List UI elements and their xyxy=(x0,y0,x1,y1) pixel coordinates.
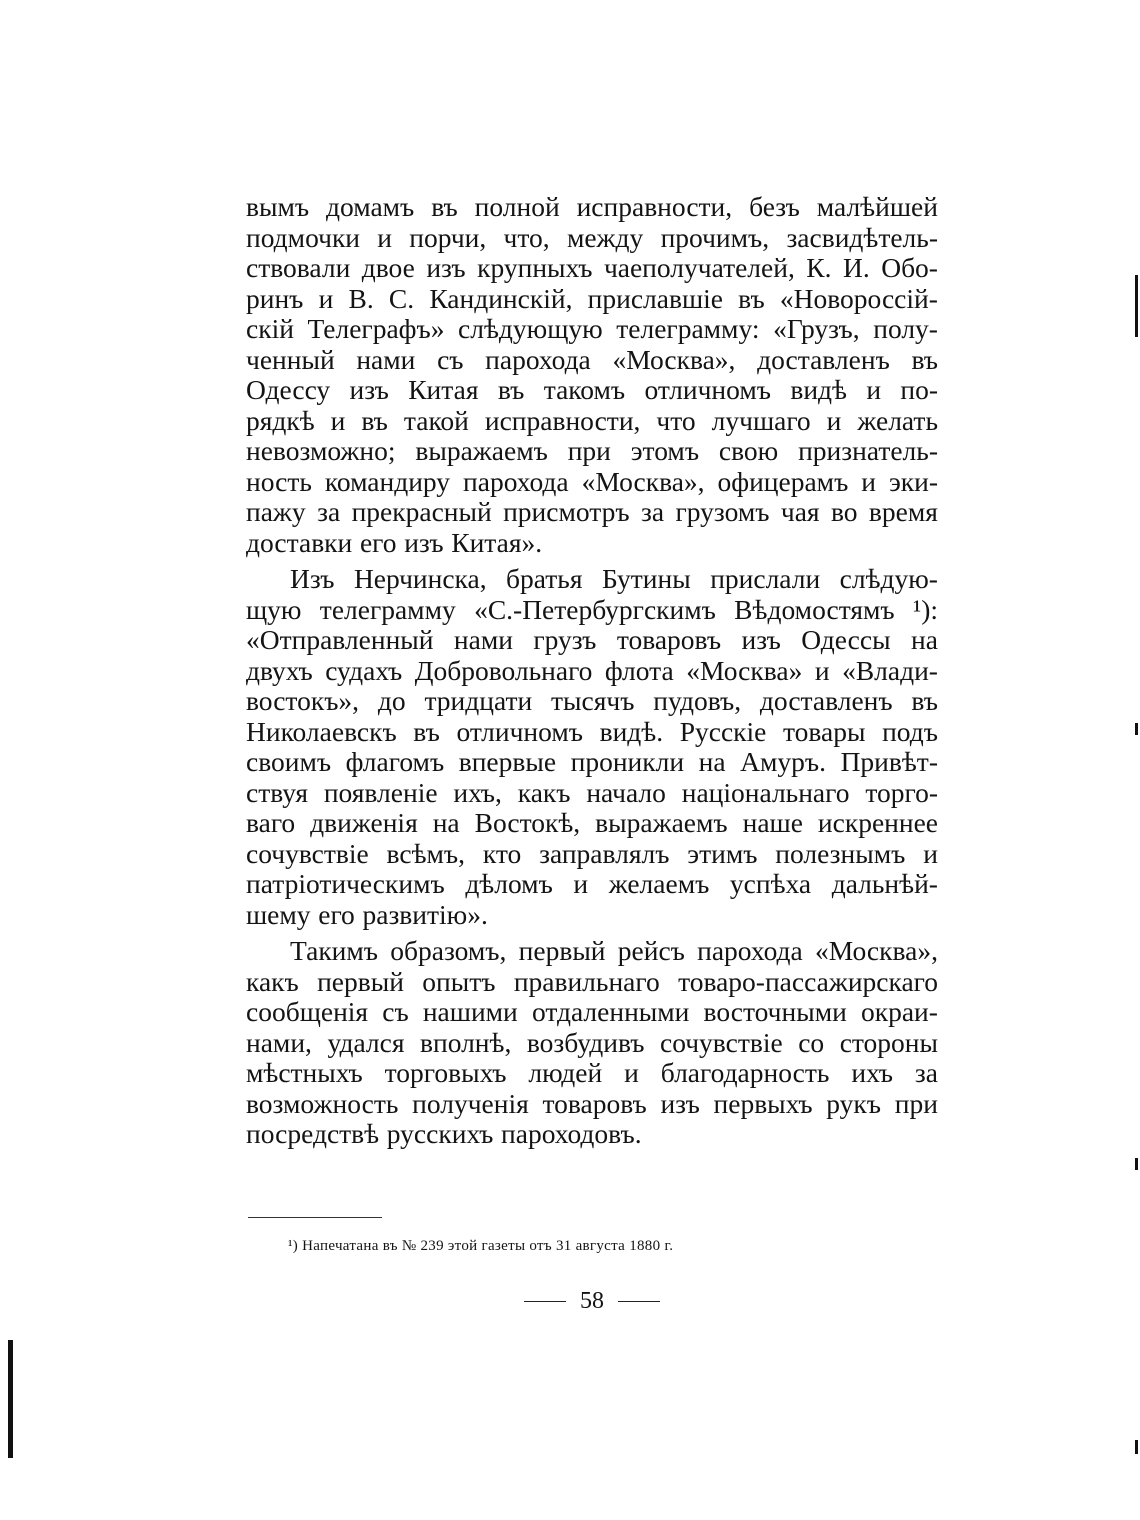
word: со xyxy=(798,1026,825,1058)
word: рукъ xyxy=(826,1087,882,1119)
word: засвидѣтель- xyxy=(786,221,938,253)
word: вымъ xyxy=(246,191,310,222)
word: тридцати xyxy=(424,685,533,716)
word: въ xyxy=(497,374,525,405)
word: кто xyxy=(482,837,522,869)
word: невозможно; xyxy=(246,435,396,466)
text-line xyxy=(246,967,938,998)
word: К. xyxy=(806,252,832,283)
word: первый xyxy=(317,965,404,997)
page-number-block xyxy=(524,1288,660,1315)
word: крупныхъ xyxy=(477,252,593,283)
word: шему xyxy=(246,898,311,930)
text-line xyxy=(246,1089,938,1120)
word: движенія xyxy=(310,807,418,838)
word: эки- xyxy=(888,465,938,497)
text-line xyxy=(246,528,938,559)
text-line xyxy=(246,253,938,284)
word: и xyxy=(624,1057,639,1088)
word: прислали xyxy=(710,563,821,594)
word: первыхъ xyxy=(713,1087,813,1119)
word: развитію». xyxy=(362,898,488,930)
word: изъ xyxy=(741,624,781,655)
word: и xyxy=(377,221,393,253)
page-number-dash-left xyxy=(524,1301,566,1302)
word: малѣйшей xyxy=(816,191,938,222)
word: ствуя xyxy=(246,776,308,808)
word: желать xyxy=(857,404,938,436)
word: изъ xyxy=(404,526,444,558)
text-line xyxy=(246,936,938,967)
word: до xyxy=(377,685,406,716)
word: скій xyxy=(246,313,294,344)
word: Бутины xyxy=(601,563,691,594)
word: окраи- xyxy=(860,996,938,1027)
word: Такимъ xyxy=(290,935,379,966)
word: признатель- xyxy=(798,435,938,466)
word: время xyxy=(868,496,938,527)
word: пароходовъ. xyxy=(501,1118,642,1149)
word: успѣха xyxy=(729,868,812,899)
word: Амуръ. xyxy=(740,746,826,777)
text-line xyxy=(246,345,938,376)
text-line xyxy=(246,656,938,687)
word: и xyxy=(573,868,589,899)
word: ствовали xyxy=(246,252,351,283)
word: телеграмму xyxy=(319,593,456,625)
word: В. xyxy=(348,282,374,314)
word: ихъ, xyxy=(453,776,502,808)
word: подмочки xyxy=(246,221,361,253)
word: Русскіе xyxy=(679,715,767,747)
text-line xyxy=(246,564,938,595)
word: грузомъ xyxy=(675,496,770,527)
word: «Москва», xyxy=(814,935,938,966)
text-line xyxy=(246,808,938,839)
word: за xyxy=(914,1057,938,1088)
text-line xyxy=(246,192,938,223)
word: въ xyxy=(413,715,440,747)
word: правильнаго xyxy=(513,965,660,997)
footnote-divider xyxy=(248,1217,382,1218)
word: Китая xyxy=(408,374,479,405)
word: начало xyxy=(586,776,666,808)
word: полной xyxy=(474,191,560,222)
word: чая xyxy=(780,496,820,527)
word: прочимъ, xyxy=(660,221,770,253)
word: какъ xyxy=(246,965,299,997)
scan-edge-mark xyxy=(1135,723,1138,735)
word: парохода xyxy=(697,935,803,966)
word: ность xyxy=(246,465,312,497)
word: патріотическимъ xyxy=(246,868,445,899)
word: такой xyxy=(403,404,469,436)
word: порчи, xyxy=(409,221,487,253)
scan-edge-mark xyxy=(1135,275,1138,337)
word: при xyxy=(567,435,611,466)
word: между xyxy=(566,221,644,253)
word: и xyxy=(318,282,334,314)
word: на xyxy=(910,624,938,655)
word: выражаемъ xyxy=(415,435,548,466)
word: полу- xyxy=(873,313,938,344)
word: офицерамъ xyxy=(717,465,849,497)
word: рейсъ xyxy=(617,935,685,966)
word: и xyxy=(866,374,882,405)
word: флота xyxy=(604,654,674,686)
word: наше xyxy=(742,807,803,838)
word: щую xyxy=(246,593,302,625)
word: «Москва», xyxy=(612,343,736,375)
word: ринъ xyxy=(246,282,304,314)
text-line xyxy=(246,223,938,254)
word: дѣломъ xyxy=(465,868,553,899)
footnote xyxy=(288,1238,673,1255)
text-line xyxy=(246,997,938,1028)
word: появленіе xyxy=(323,776,438,808)
word: заправлялъ xyxy=(539,837,670,869)
word: первый xyxy=(518,935,606,966)
word: Привѣт- xyxy=(840,746,938,777)
word: домамъ xyxy=(326,191,415,222)
word: чаеполучателей, xyxy=(603,252,795,283)
word: Телеграфъ» xyxy=(307,313,445,344)
word: въ xyxy=(911,685,938,716)
text-line xyxy=(246,839,938,870)
word: искреннее xyxy=(817,807,938,838)
word: нами xyxy=(453,624,513,655)
word: русскихъ xyxy=(386,1118,494,1149)
text-line xyxy=(246,406,938,437)
text-line xyxy=(246,436,938,467)
scan-edge-mark xyxy=(1135,1158,1138,1170)
word: въ xyxy=(361,404,388,436)
word: отдаленными xyxy=(531,996,690,1027)
word: изъ xyxy=(349,374,389,405)
word: «Отправленный xyxy=(246,624,434,655)
word: національнаго xyxy=(681,776,850,808)
word: что, xyxy=(503,221,550,253)
word: парохода xyxy=(463,465,569,497)
word: братья xyxy=(506,563,583,594)
word: лучшаго xyxy=(711,404,811,436)
word: изъ xyxy=(426,252,466,283)
word: за xyxy=(641,496,665,527)
word: на xyxy=(432,807,460,838)
word: востокъ», xyxy=(246,685,360,716)
word: «Влади- xyxy=(842,654,938,686)
page-number-dash-right xyxy=(618,1301,660,1302)
word: своимъ xyxy=(246,746,332,777)
word: сочувствіе xyxy=(246,837,369,869)
word: сочувствіе xyxy=(659,1026,783,1058)
word: видѣ. xyxy=(599,715,664,747)
word: доставленъ xyxy=(757,343,890,375)
word: при xyxy=(894,1087,938,1119)
word: исправности, xyxy=(484,404,641,436)
word: что xyxy=(656,404,696,436)
word: слѣдующую xyxy=(458,313,603,344)
text-line xyxy=(246,778,938,809)
word: стороны xyxy=(839,1026,938,1058)
word: полученія xyxy=(412,1087,529,1119)
body-text xyxy=(246,192,938,1150)
word: приславшіе xyxy=(587,282,723,314)
word: пажу xyxy=(246,496,306,527)
word: безъ xyxy=(749,191,800,222)
text-line xyxy=(246,625,938,656)
word: слѣдую- xyxy=(839,563,938,594)
word: пудовъ, xyxy=(653,685,742,716)
word: желаемъ xyxy=(608,868,710,899)
word: и xyxy=(814,654,830,686)
word: И. xyxy=(842,252,870,283)
word: образомъ, xyxy=(390,935,507,966)
word: отличномъ xyxy=(644,374,771,405)
word: какъ xyxy=(517,776,571,808)
word: ихъ xyxy=(851,1057,893,1088)
footnote-text: Напечатана въ № 239 этой газеты отъ 31 августа 1880 г. xyxy=(302,1238,674,1254)
word: парохода xyxy=(485,343,591,375)
word: Вѣдомостямъ xyxy=(734,593,895,625)
word: тысячъ xyxy=(551,685,635,716)
word: нашими xyxy=(422,996,518,1027)
word: за xyxy=(317,496,341,527)
word: командиру xyxy=(324,465,451,497)
word: этимъ xyxy=(687,837,758,869)
word: нами, xyxy=(246,1026,312,1058)
text-line xyxy=(246,595,938,626)
word: товары xyxy=(783,715,866,747)
page-number: 58 xyxy=(580,1288,604,1314)
word: отличномъ xyxy=(456,715,583,747)
word: возбудивъ xyxy=(526,1026,645,1058)
word: «Грузъ, xyxy=(773,313,860,344)
word: товаро-пассажирскаго xyxy=(678,965,938,997)
word: исправности, xyxy=(576,191,733,222)
word: съ xyxy=(382,996,409,1027)
word: Добровольнаго xyxy=(414,654,593,686)
word: восточными xyxy=(703,996,847,1027)
word: его xyxy=(318,898,355,930)
word: такомъ xyxy=(543,374,626,405)
word: опытъ xyxy=(422,965,496,997)
word: ваго xyxy=(246,807,296,838)
word: выражаемъ xyxy=(595,807,728,838)
word: и xyxy=(923,837,938,869)
word: двухъ xyxy=(246,654,313,686)
word: въ xyxy=(911,343,938,375)
word: дальнѣй- xyxy=(831,868,938,899)
word: «Москва» xyxy=(686,654,803,686)
text-line xyxy=(246,1119,938,1150)
text-line xyxy=(246,284,938,315)
word: нами xyxy=(356,343,416,375)
word: проникли xyxy=(570,746,685,777)
word: «Новороссій- xyxy=(779,282,938,314)
word: доставки xyxy=(246,526,353,558)
word: видѣ xyxy=(790,374,847,405)
word: благодарность xyxy=(660,1057,830,1088)
word: впервые xyxy=(458,746,557,777)
word: торго- xyxy=(865,776,938,808)
word: ченный xyxy=(246,343,335,375)
word: Кандинскій, xyxy=(429,282,573,314)
text-line xyxy=(246,1058,938,1089)
word: доставленъ xyxy=(759,685,893,716)
word: С. xyxy=(388,282,415,314)
word: телеграмму: xyxy=(616,313,760,344)
word: «С.-Петербургскимъ xyxy=(474,593,716,625)
word: его xyxy=(359,526,397,558)
word: ¹): xyxy=(912,593,938,625)
word: Одессу xyxy=(246,374,331,405)
word: всѣмъ, xyxy=(386,837,466,869)
word: прекрасный xyxy=(351,496,492,527)
text-line xyxy=(246,497,938,528)
text-line xyxy=(246,375,938,406)
word: Обо- xyxy=(881,252,938,283)
word: двое xyxy=(361,252,415,283)
word: Одессы xyxy=(801,624,891,655)
word: удался xyxy=(327,1026,405,1058)
word: грузъ xyxy=(533,624,597,655)
word: въ xyxy=(738,282,765,314)
word: людей xyxy=(528,1057,603,1088)
word: вполнѣ, xyxy=(420,1026,512,1058)
word: по- xyxy=(900,374,938,405)
text-line xyxy=(246,717,938,748)
text-line xyxy=(246,314,938,345)
word: и xyxy=(826,404,842,436)
scan-edge-mark xyxy=(1135,1440,1138,1454)
word: Нерчинска, xyxy=(353,563,487,594)
word: Николаевскъ xyxy=(246,715,397,747)
word: посредствѣ xyxy=(246,1118,380,1149)
text-line xyxy=(246,869,938,900)
word: возможность xyxy=(246,1087,399,1119)
text-line xyxy=(246,1028,938,1059)
word: съ xyxy=(437,343,464,375)
text-line xyxy=(246,686,938,717)
text-line xyxy=(246,467,938,498)
word: во xyxy=(830,496,858,527)
word: товаровъ xyxy=(616,624,722,655)
word: Изъ xyxy=(290,563,335,594)
word: мѣстныхъ xyxy=(246,1057,363,1088)
word: «Москва», xyxy=(581,465,705,497)
word: присмотръ xyxy=(503,496,630,527)
footnote-marker: ¹) xyxy=(288,1238,299,1254)
word: и xyxy=(861,465,876,497)
word: подъ xyxy=(882,715,938,747)
word: свою xyxy=(718,435,779,466)
word: на xyxy=(698,746,726,777)
word: въ xyxy=(431,191,458,222)
text-line xyxy=(246,900,938,931)
word: судахъ xyxy=(325,654,403,686)
word: Китая». xyxy=(451,526,543,558)
word: флагомъ xyxy=(345,746,445,777)
word: полезнымъ xyxy=(775,837,906,869)
word: рядкѣ xyxy=(246,404,315,436)
word: изъ xyxy=(660,1087,700,1119)
word: товаровъ xyxy=(542,1087,647,1119)
text-line xyxy=(246,747,938,778)
scan-edge-mark xyxy=(8,1340,13,1458)
word: этомъ xyxy=(630,435,700,466)
word: торговыхъ xyxy=(384,1057,507,1088)
word: сообщенія xyxy=(246,996,369,1027)
word: Востокѣ, xyxy=(474,807,581,838)
word: и xyxy=(330,404,346,436)
